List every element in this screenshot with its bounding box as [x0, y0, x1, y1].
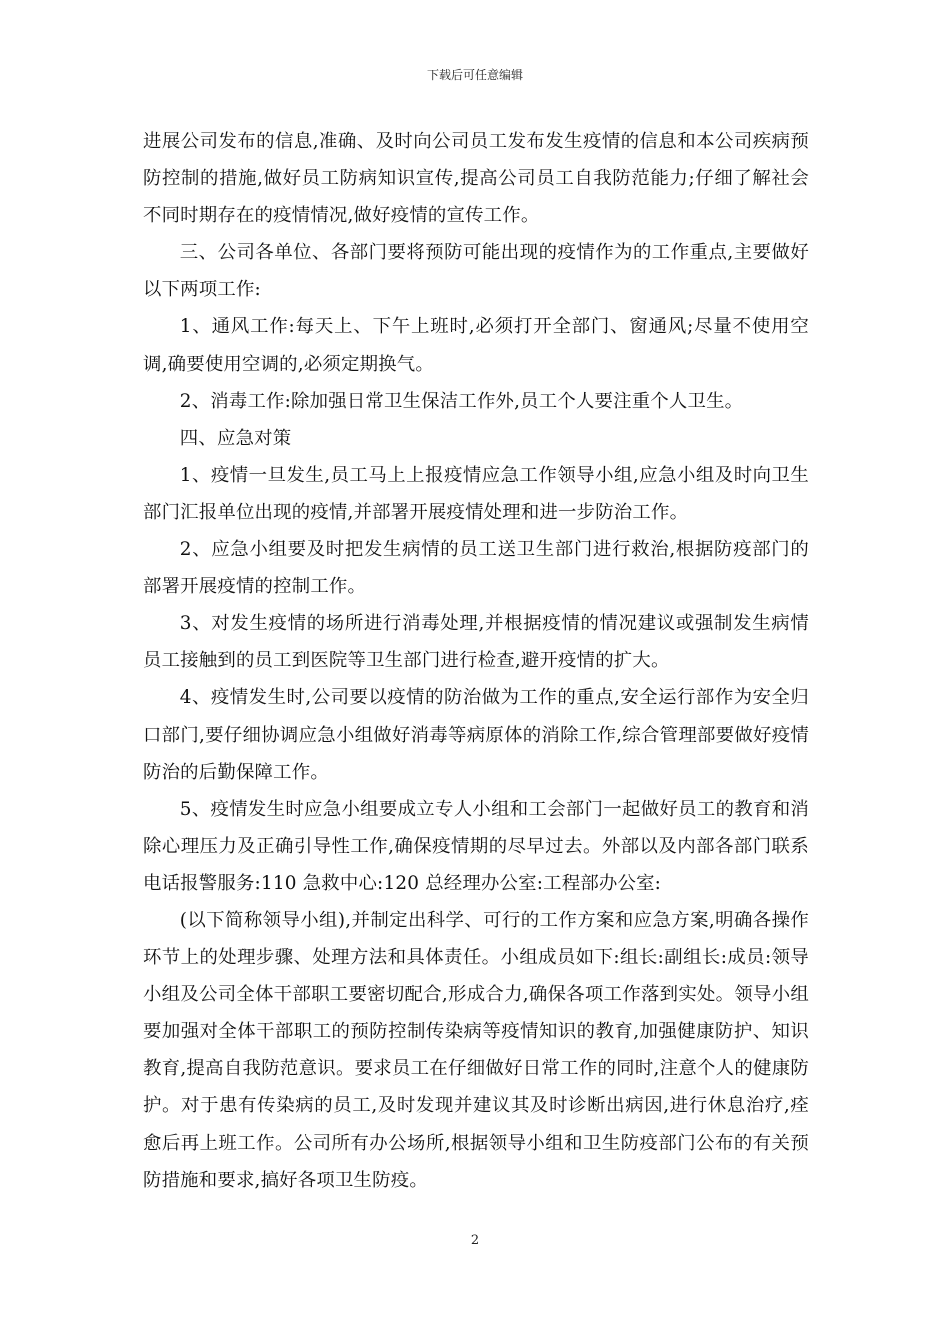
section-heading-emergency: 四、应急对策	[179, 427, 292, 449]
document-body	[143, 123, 809, 1199]
paragraph-disinfection: 2、消毒工作:除加强日常卫生保洁工作外,员工个人要注重个人卫生。	[179, 390, 744, 412]
page-header: 下载后可任意编辑	[426, 68, 523, 82]
page-number: 2	[470, 1233, 480, 1248]
paragraph-section-three: 三、公司各单位、各部门要将预防可能出现的疫情作为的工作重点,主要做好以下两项工作:	[143, 242, 809, 301]
paragraph-emergency-3: 3、对发生疫情的场所进行消毒处理,并根据疫情的情况建议或强制发生病情员工接触到的员工到医院等卫生部门进行检查,避开疫情的扩大。	[143, 613, 809, 672]
paragraph-leadership-group: (以下简称领导小组),并制定出科学、可行的工作方案和应急方案,明确各操作环节上的处理步骤、处理方法和具体责任。小组成员如下:组长:副组长:成员:领导小组及公司全体干部职工要密切配合,形成合力,确保各项工作落到实处。领导小组要加强对全体干部职工的预防控制传染病等疫情知识的教育,加强健康防护、知识教育,提高自我防范意识。要求员工在仔细做好日常工作的同时,注意个人的健康防护。对于患有传染病的员工,及时发现并建议其及时诊断出病因,进行休息治疗,痊愈后再上班工作。公司所有办公场所,根据领导小组和卫生防疫部门公布的有关预防措施和要求,搞好各项卫生防疫。	[143, 909, 809, 1191]
paragraph-ventilation: 1、通风工作:每天上、下午上班时,必须打开全部门、窗通风;尽量不使用空调,确要使用空调的,必须定期换气。	[143, 316, 809, 375]
paragraph-emergency-2: 2、应急小组要及时把发生病情的员工送卫生部门进行救治,根据防疫部门的部署开展疫情的控制工作。	[143, 539, 809, 598]
paragraph-emergency-5: 5、疫情发生时应急小组要成立专人小组和工会部门一起做好员工的教育和消除心理压力及正确引导性工作,确保疫情期的尽早过去。外部以及内部各部门联系电话报警服务:110 急救中心:120 总经理办公室:工程部办公室:	[143, 798, 809, 894]
paragraph-continuation: 进展公司发布的信息,准确、及时向公司员工发布发生疫情的信息和本公司疾病预防控制的措施,做好员工防病知识宣传,提高公司员工自我防范能力;仔细了解社会不同时期存在的疫情情况,做好疫情的宣传工作。	[143, 131, 809, 227]
paragraph-emergency-4: 4、疫情发生时,公司要以疫情的防治做为工作的重点,安全运行部作为安全归口部门,要仔细协调应急小组做好消毒等病原体的消除工作,综合管理部要做好疫情防治的后勤保障工作。	[143, 687, 809, 783]
paragraph-emergency-1: 1、疫情一旦发生,员工马上上报疫情应急工作领导小组,应急小组及时向卫生部门汇报单位出现的疫情,并部署开展疫情处理和进一步防治工作。	[143, 464, 809, 523]
